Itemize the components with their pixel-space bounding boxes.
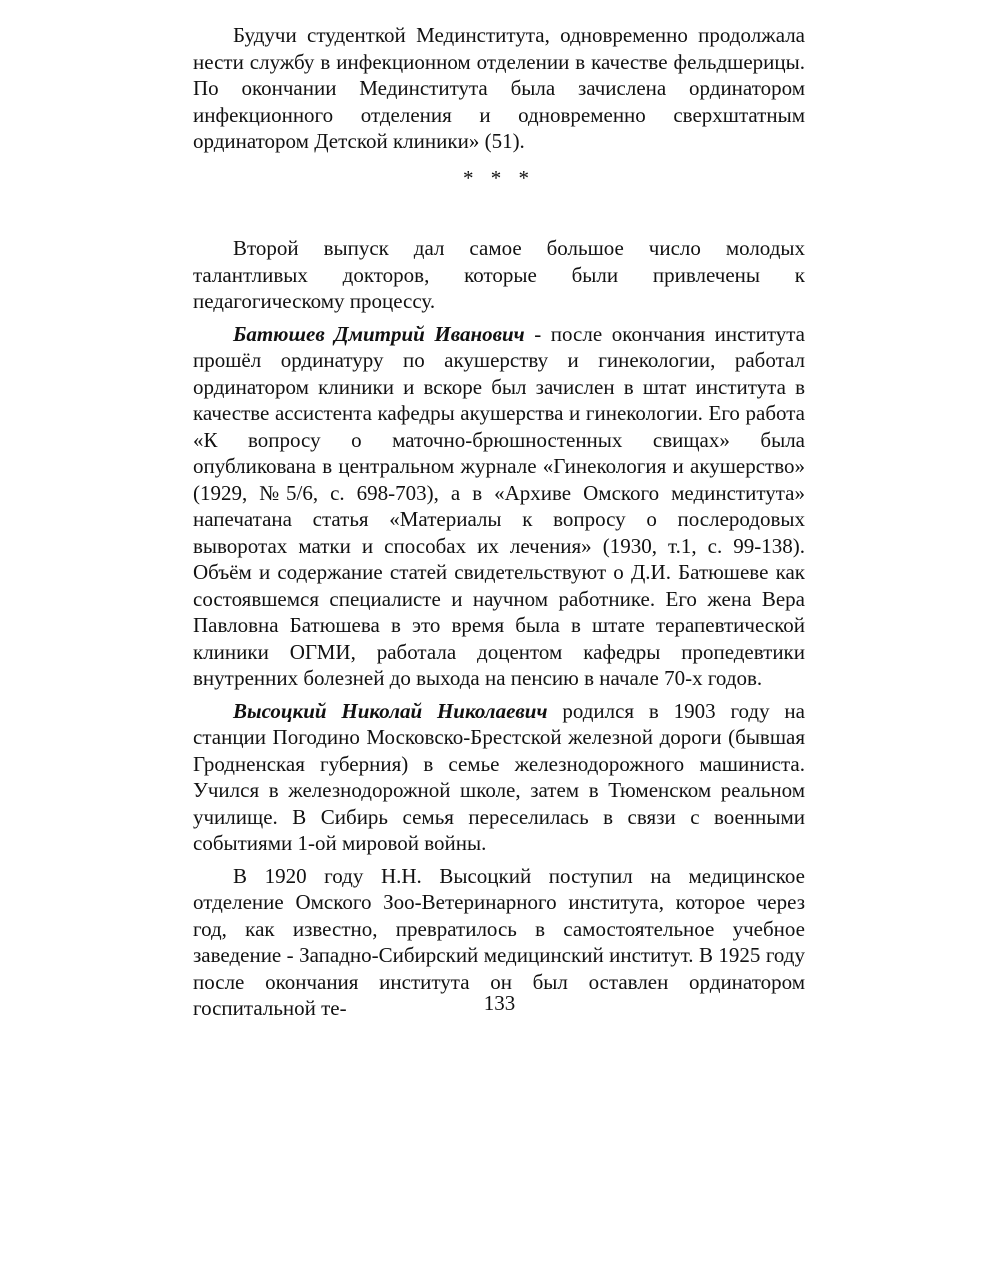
spacer: [193, 191, 805, 235]
paragraph-batyushev-text: - после окончания института прошёл ординатуру по акушерству и гинекологии, работал ординатором клиники и вскоре был зачислен в штат института в качестве ассистента кафедры акушерства и гинекологии. Его работа «К вопросу о маточно-брюшностенных свищах» была опубликована в центральном журнале «Гинекология и акушерство» (1929, №5/6, с. 698-703), а в «Архиве Омского мединститута» напечатана статья «Материалы к вопросу о послеродовых выворотах матки и способах их лечения» (1930, т.1, с. 99-138). Объём и содержание статей свидетельствуют о Д.И. Батюшеве как состоявшемся специалисте и научном работнике. Его жена Вера Павловна Батюшева в это время была в штате терапевтической клиники ОГМИ, работала доцентом кафедры пропедевтики внутренних болезней до выхода на пенсию в начале 70-х годов.: [193, 321, 805, 690]
person-name-vysotsky: Высоцкий Николай Николаевич: [233, 698, 548, 723]
page-number: 133: [483, 991, 516, 1015]
paragraph-vysotsky-education: В 1920 году Н.Н. Высоцкий поступил на медицинское отделение Омского Зоо-Ветеринарного института, которое через год, как известно, превратилось в самостоятельное учебное заведение - Западно-Сибирский медицинский институт. В 1925 году после окончания института он был оставлен ординатором госпитальной те-: [193, 863, 805, 1020]
person-name-batyushev: Батюшев Дмитрий Иванович: [233, 321, 525, 346]
paragraph-batyushev: [193, 321, 805, 692]
section-separator: * * *: [463, 165, 535, 190]
paragraph-student: Будучи студенткой Мединститута, одновременно продолжала нести службу в инфекционном отделении в качестве фельдшерицы. По окончании Мединститута была зачислена ординатором инфекционного отделения и одновременно сверхштатным ординатором Детской клиники» (51).: [193, 23, 805, 153]
page-body: [193, 22, 805, 1028]
paragraph-intro: Второй выпуск дал самое большое число молодых талантливых докторов, которые были привлечены к педагогическому процессу.: [193, 236, 805, 313]
paragraph-vysotsky-text: родился в 1903 году на станции Погодино Московско-Брестской железной дороги (бывшая Гродненская губерния) в семье железнодорожного машиниста. Учился в железнодорожной школе, затем в Тюменском реальном училище. В Сибирь семья переселилась в связи с военными событиями 1-ой мировой войны.: [193, 698, 805, 855]
paragraph-vysotsky: [193, 698, 805, 857]
